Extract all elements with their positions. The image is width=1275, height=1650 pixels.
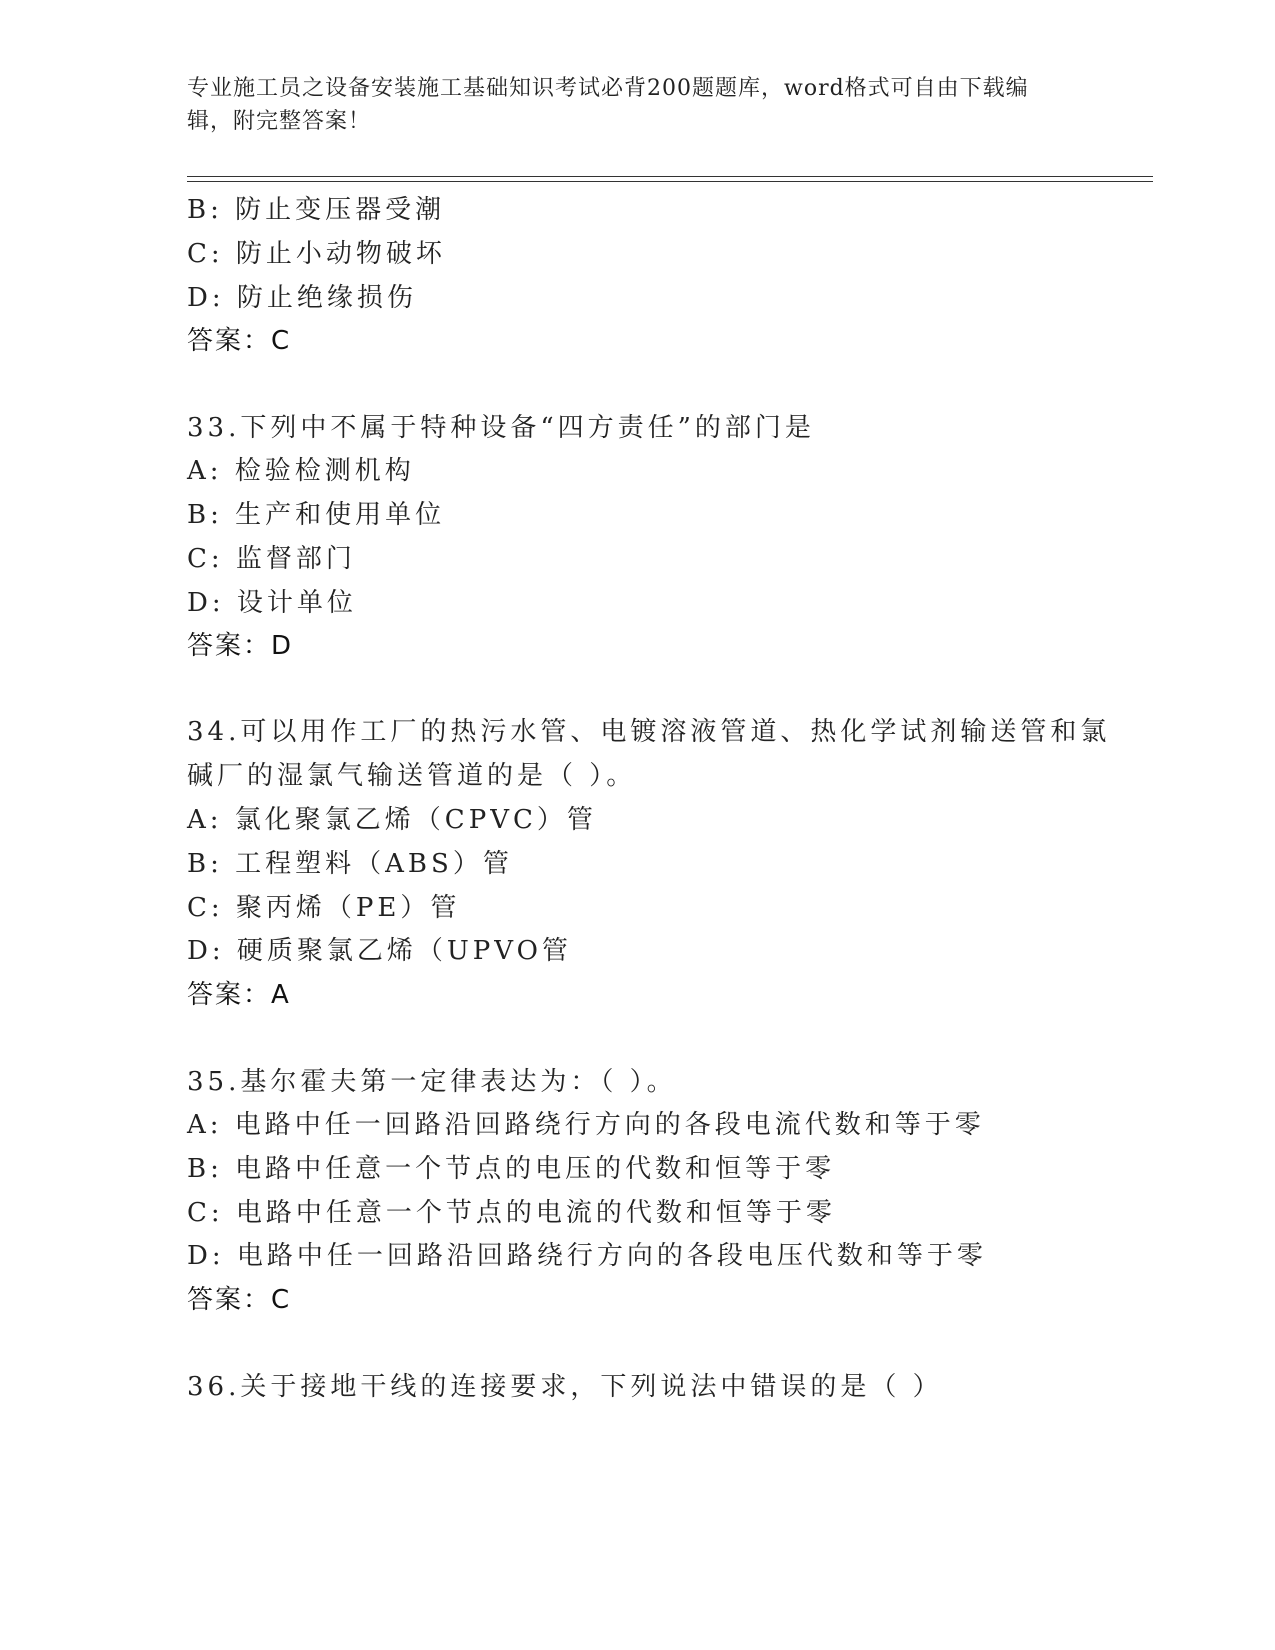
- option-b: B: 防止变压器受潮: [187, 195, 446, 225]
- answer: 答案：A: [187, 980, 291, 1010]
- option-b: B: 生产和使用单位: [187, 500, 446, 530]
- option-b: B: 电路中任意一个节点的电压的代数和恒等于零: [187, 1154, 836, 1184]
- option-b: B: 工程塑料（ABS）管: [187, 849, 513, 879]
- option-d: D: 防止绝缘损伤: [187, 283, 417, 313]
- question-stem: 33.下列中不属于特种设备“四方责任”的部门是: [187, 413, 815, 443]
- option-a: A: 氯化聚氯乙烯（CPVC）管: [187, 805, 597, 835]
- option-a: A: 检验检测机构: [187, 456, 415, 486]
- option-d: D: 设计单位: [187, 588, 357, 618]
- document-header: 专业施工员之设备安装施工基础知识考试必背200题题库，word格式可自由下载编辑，附完整答案！: [187, 76, 1029, 134]
- option-d: D: 电路中任一回路沿回路绕行方向的各段电压代数和等于零: [187, 1241, 987, 1271]
- option-c: C: 聚丙烯（PE）管: [187, 893, 461, 923]
- question-stem: 35.基尔霍夫第一定律表达为：（ ）。: [187, 1067, 677, 1097]
- answer: 答案：C: [187, 1285, 292, 1315]
- header-divider-top: [187, 176, 1153, 177]
- option-a: A: 电路中任一回路沿回路绕行方向的各段电流代数和等于零: [187, 1110, 985, 1140]
- option-c: C: 电路中任意一个节点的电流的代数和恒等于零: [187, 1198, 836, 1228]
- option-d: D: 硬质聚氯乙烯（UPVO管: [187, 936, 572, 966]
- header-divider-bottom: [187, 181, 1153, 182]
- question-stem: 36.关于接地干线的连接要求，下列说法中错误的是（ ）: [187, 1372, 943, 1402]
- answer: 答案：D: [187, 631, 294, 661]
- question-stem-continued: 碱厂的湿氯气输送管道的是（ ）。: [187, 761, 637, 791]
- option-c: C: 防止小动物破坏: [187, 239, 446, 269]
- question-stem: 34.可以用作工厂的热污水管、电镀溶液管道、热化学试剂输送管和氯: [187, 717, 1111, 747]
- answer: 答案：C: [187, 326, 292, 356]
- option-c: C: 监督部门: [187, 544, 356, 574]
